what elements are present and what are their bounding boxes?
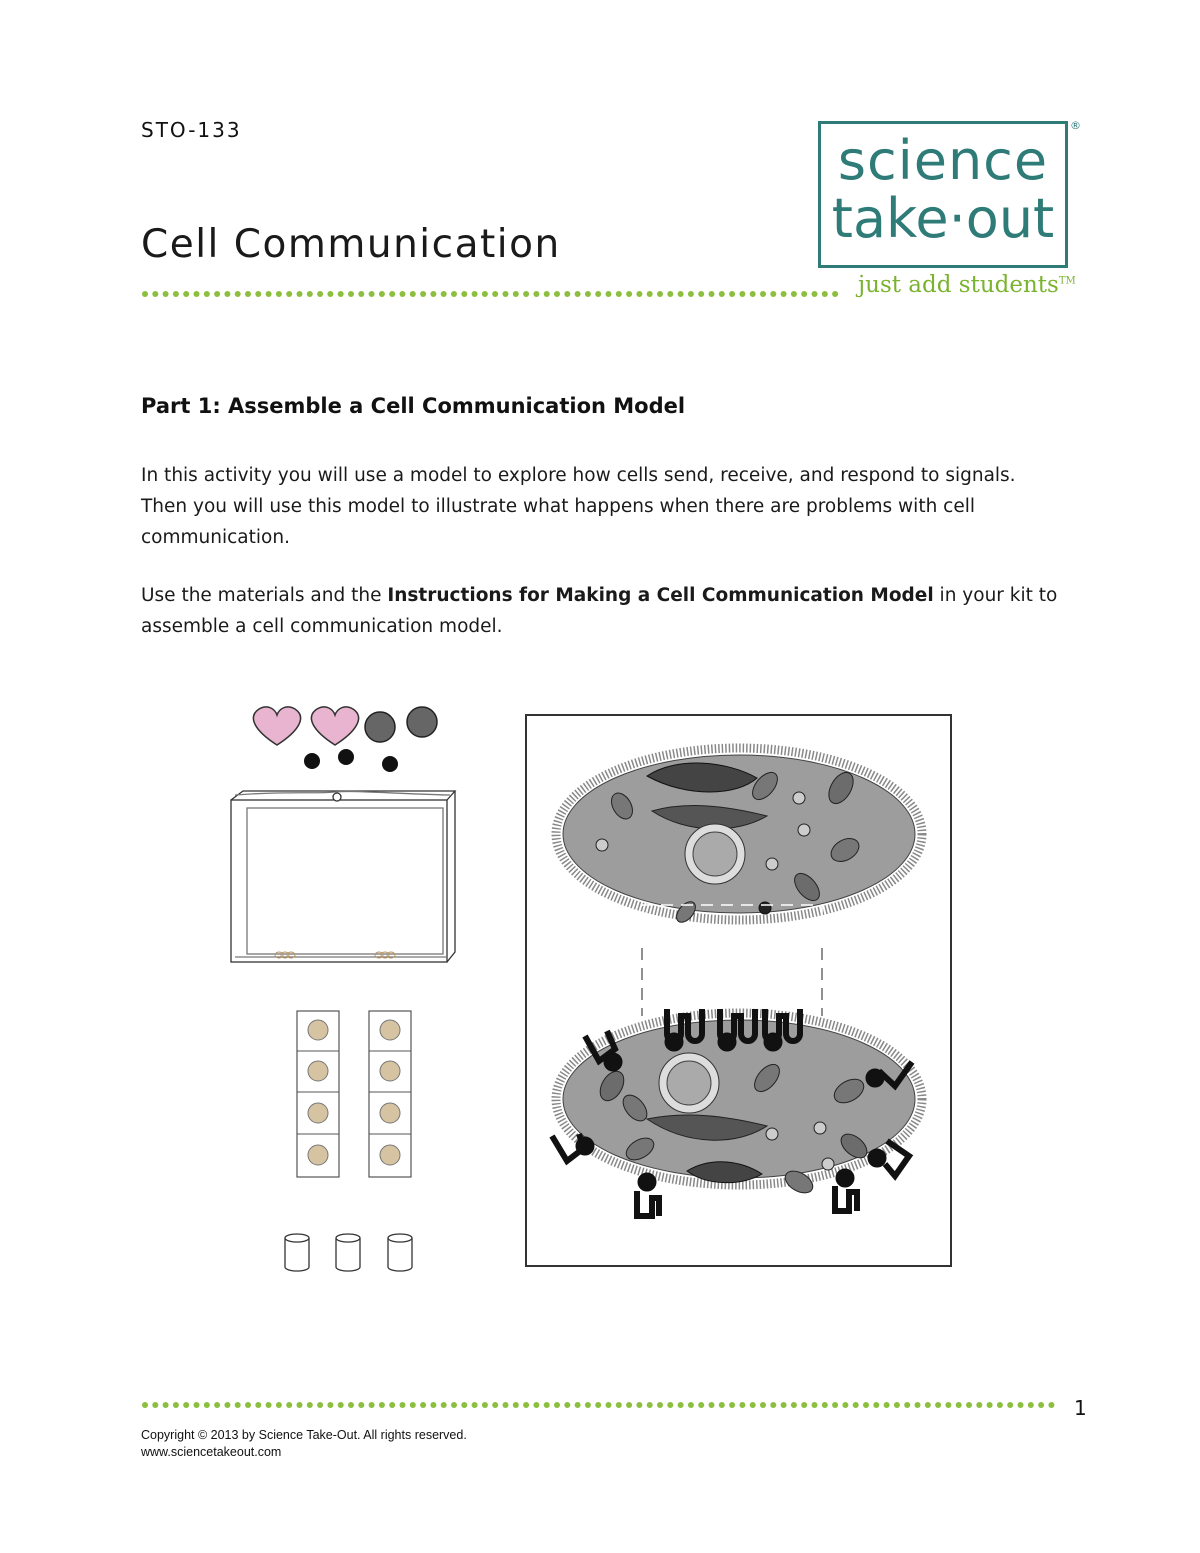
- divider-dot: [379, 1402, 385, 1408]
- divider-dot: [791, 291, 797, 297]
- divider-dot: [358, 1402, 364, 1408]
- divider-dot: [657, 1402, 663, 1408]
- divider-dot: [894, 1402, 900, 1408]
- document-code: STO-133: [141, 118, 242, 142]
- footer-dotted-divider: [141, 1400, 1061, 1410]
- divider-dot: [513, 1402, 519, 1408]
- divider-dot: [606, 291, 612, 297]
- divider-dot: [297, 1402, 303, 1408]
- divider-dot: [698, 1402, 704, 1408]
- divider-dot: [348, 291, 354, 297]
- divider-dot: [276, 291, 282, 297]
- title-dotted-divider: [141, 289, 841, 299]
- divider-dot: [770, 1402, 776, 1408]
- divider-dot: [575, 1402, 581, 1408]
- divider-dot: [832, 291, 838, 297]
- copyright-text: Copyright © 2013 by Science Take-Out. All rights reserved.: [141, 1428, 467, 1442]
- divider-dot: [163, 291, 169, 297]
- divider-dot: [976, 1402, 982, 1408]
- divider-dot: [678, 1402, 684, 1408]
- divider-dot: [636, 291, 642, 297]
- divider-dot: [616, 291, 622, 297]
- divider-dot: [400, 291, 406, 297]
- page-number: 1: [1074, 1396, 1087, 1420]
- divider-dot: [348, 1402, 354, 1408]
- divider-dot: [266, 1402, 272, 1408]
- divider-dot: [235, 291, 241, 297]
- divider-dot: [142, 291, 148, 297]
- receptor-strip-2: [369, 1011, 411, 1177]
- divider-dot: [595, 1402, 601, 1408]
- divider-dot: [636, 1402, 642, 1408]
- divider-dot: [554, 291, 560, 297]
- divider-dot: [626, 1402, 632, 1408]
- divider-dot: [523, 291, 529, 297]
- divider-dot: [678, 291, 684, 297]
- divider-dot: [451, 291, 457, 297]
- cell-model-panel: [525, 714, 952, 1267]
- divider-dot: [317, 1402, 323, 1408]
- heart-signal-2: [311, 707, 358, 745]
- divider-dot: [647, 291, 653, 297]
- divider-dot: [204, 291, 210, 297]
- divider-dot: [1018, 1402, 1024, 1408]
- divider-dot: [801, 291, 807, 297]
- divider-dot: [915, 1402, 921, 1408]
- receptor-8: [835, 1186, 857, 1211]
- divider-dot: [688, 1402, 694, 1408]
- divider-dot: [750, 1402, 756, 1408]
- logo-line-science: science: [837, 129, 1049, 192]
- divider-dot: [781, 1402, 787, 1408]
- divider-dot: [276, 1402, 282, 1408]
- divider-dot: [297, 291, 303, 297]
- divider-dot: [616, 1402, 622, 1408]
- divider-dot: [657, 291, 663, 297]
- divider-dot: [255, 291, 261, 297]
- divider-dot: [739, 291, 745, 297]
- divider-dot: [904, 1402, 910, 1408]
- small-cups: [285, 1234, 412, 1271]
- para2-text-start: Use the materials and the: [141, 585, 388, 606]
- divider-dot: [183, 291, 189, 297]
- divider-dot: [626, 291, 632, 297]
- kit-materials-illustration: [225, 695, 465, 1285]
- divider-dot: [791, 1402, 797, 1408]
- black-dot-3: [382, 756, 398, 772]
- science-takeout-logo: [818, 121, 1068, 268]
- instructions-title: Instructions for Making a Cell Communication Model: [387, 585, 934, 606]
- divider-dot: [544, 1402, 550, 1408]
- divider-dot: [461, 1402, 467, 1408]
- divider-dot: [173, 1402, 179, 1408]
- copyright-block: [141, 1427, 467, 1461]
- divider-dot: [667, 1402, 673, 1408]
- sending-cell: [556, 748, 922, 926]
- clear-box: [231, 791, 455, 962]
- divider-dot: [853, 1402, 859, 1408]
- divider-dot: [204, 1402, 210, 1408]
- divider-dot: [956, 1402, 962, 1408]
- divider-dot: [760, 291, 766, 297]
- divider-dot: [863, 1402, 869, 1408]
- divider-dot: [400, 1402, 406, 1408]
- divider-dot: [338, 1402, 344, 1408]
- page-title: Cell Communication: [141, 222, 561, 267]
- divider-dot: [812, 1402, 818, 1408]
- divider-dot: [688, 291, 694, 297]
- gray-signal-1: [365, 712, 395, 742]
- divider-dot: [245, 291, 251, 297]
- divider-dot: [1048, 1402, 1054, 1408]
- divider-dot: [987, 1402, 993, 1408]
- divider-dot: [719, 291, 725, 297]
- divider-dot: [873, 1402, 879, 1408]
- divider-dot: [173, 291, 179, 297]
- divider-dot: [533, 1402, 539, 1408]
- divider-dot: [925, 1402, 931, 1408]
- divider-dot: [709, 1402, 715, 1408]
- divider-dot: [1038, 1402, 1044, 1408]
- divider-dot: [482, 291, 488, 297]
- black-dot-2: [338, 749, 354, 765]
- divider-dot: [564, 291, 570, 297]
- divider-dot: [781, 291, 787, 297]
- divider-dot: [822, 1402, 828, 1408]
- divider-dot: [472, 1402, 478, 1408]
- receptor-strip-1: [297, 1011, 339, 1177]
- divider-dot: [482, 1402, 488, 1408]
- divider-dot: [770, 291, 776, 297]
- divider-dot: [317, 291, 323, 297]
- divider-dot: [235, 1402, 241, 1408]
- divider-dot: [420, 291, 426, 297]
- para2-text-end: in your kit to assemble a cell communication model.: [141, 585, 1058, 637]
- divider-dot: [286, 291, 292, 297]
- logo-line-takeout: take·out: [831, 187, 1055, 250]
- divider-dot: [255, 1402, 261, 1408]
- black-dot-1: [304, 753, 320, 769]
- divider-dot: [410, 1402, 416, 1408]
- divider-dot: [214, 291, 220, 297]
- divider-dot: [966, 1402, 972, 1408]
- divider-dot: [842, 1402, 848, 1408]
- divider-dot: [667, 291, 673, 297]
- divider-dot: [461, 291, 467, 297]
- cell-model-illustration: [527, 716, 950, 1265]
- divider-dot: [822, 291, 828, 297]
- divider-dot: [379, 291, 385, 297]
- signal-path-lines: [642, 948, 822, 1016]
- divider-dot: [801, 1402, 807, 1408]
- divider-dot: [286, 1402, 292, 1408]
- divider-dot: [472, 291, 478, 297]
- divider-dot: [554, 1402, 560, 1408]
- registered-mark: ®: [1070, 119, 1081, 132]
- intro-paragraph: In this activity you will use a model to explore how cells send, receive, and respond to signals. Then you will use this model to illustrate what happens when there are problems with cell communication.: [141, 465, 1016, 548]
- divider-dot: [183, 1402, 189, 1408]
- divider-dot: [832, 1402, 838, 1408]
- divider-dot: [935, 1402, 941, 1408]
- divider-dot: [441, 1402, 447, 1408]
- divider-dot: [430, 291, 436, 297]
- divider-dot: [266, 291, 272, 297]
- divider-dot: [214, 1402, 220, 1408]
- divider-dot: [544, 291, 550, 297]
- divider-dot: [812, 291, 818, 297]
- divider-dot: [194, 1402, 200, 1408]
- divider-dot: [739, 1402, 745, 1408]
- divider-dot: [606, 1402, 612, 1408]
- divider-dot: [369, 291, 375, 297]
- divider-dot: [595, 291, 601, 297]
- divider-dot: [358, 291, 364, 297]
- section-heading: Part 1: Assemble a Cell Communication Model: [141, 394, 686, 418]
- divider-dot: [729, 291, 735, 297]
- divider-dot: [369, 1402, 375, 1408]
- divider-dot: [945, 1402, 951, 1408]
- instructions-paragraph: [141, 580, 1061, 642]
- signal-molecules: [253, 707, 437, 772]
- divider-dot: [327, 291, 333, 297]
- divider-dot: [163, 1402, 169, 1408]
- divider-dot: [142, 1402, 148, 1408]
- divider-dot: [224, 1402, 230, 1408]
- divider-dot: [410, 291, 416, 297]
- divider-dot: [441, 291, 447, 297]
- divider-dot: [533, 291, 539, 297]
- divider-dot: [420, 1402, 426, 1408]
- divider-dot: [575, 291, 581, 297]
- divider-dot: [513, 291, 519, 297]
- divider-dot: [224, 291, 230, 297]
- divider-dot: [307, 1402, 313, 1408]
- divider-dot: [492, 1402, 498, 1408]
- divider-dot: [307, 291, 313, 297]
- divider-dot: [750, 291, 756, 297]
- divider-dot: [709, 291, 715, 297]
- divider-dot: [585, 1402, 591, 1408]
- divider-dot: [997, 1402, 1003, 1408]
- divider-dot: [503, 291, 509, 297]
- divider-dot: [327, 1402, 333, 1408]
- divider-dot: [492, 291, 498, 297]
- divider-dot: [152, 1402, 158, 1408]
- divider-dot: [719, 1402, 725, 1408]
- divider-dot: [585, 291, 591, 297]
- divider-dot: [729, 1402, 735, 1408]
- divider-dot: [647, 1402, 653, 1408]
- receptor-9: [637, 1191, 659, 1216]
- trademark-mark: TM: [1058, 275, 1076, 287]
- divider-dot: [1007, 1402, 1013, 1408]
- divider-dot: [389, 291, 395, 297]
- divider-dot: [152, 291, 158, 297]
- divider-dot: [389, 1402, 395, 1408]
- tagline-text: just add students: [858, 272, 1059, 298]
- divider-dot: [245, 1402, 251, 1408]
- heart-signal-1: [253, 707, 300, 745]
- divider-dot: [1028, 1402, 1034, 1408]
- divider-dot: [564, 1402, 570, 1408]
- divider-dot: [451, 1402, 457, 1408]
- divider-dot: [884, 1402, 890, 1408]
- gray-signal-2: [407, 707, 437, 737]
- divider-dot: [503, 1402, 509, 1408]
- website-link[interactable]: www.sciencetakeout.com: [141, 1445, 282, 1459]
- divider-dot: [338, 291, 344, 297]
- divider-dot: [430, 1402, 436, 1408]
- divider-dot: [698, 291, 704, 297]
- divider-dot: [194, 291, 200, 297]
- divider-dot: [760, 1402, 766, 1408]
- divider-dot: [523, 1402, 529, 1408]
- logo-tagline: [858, 272, 1076, 298]
